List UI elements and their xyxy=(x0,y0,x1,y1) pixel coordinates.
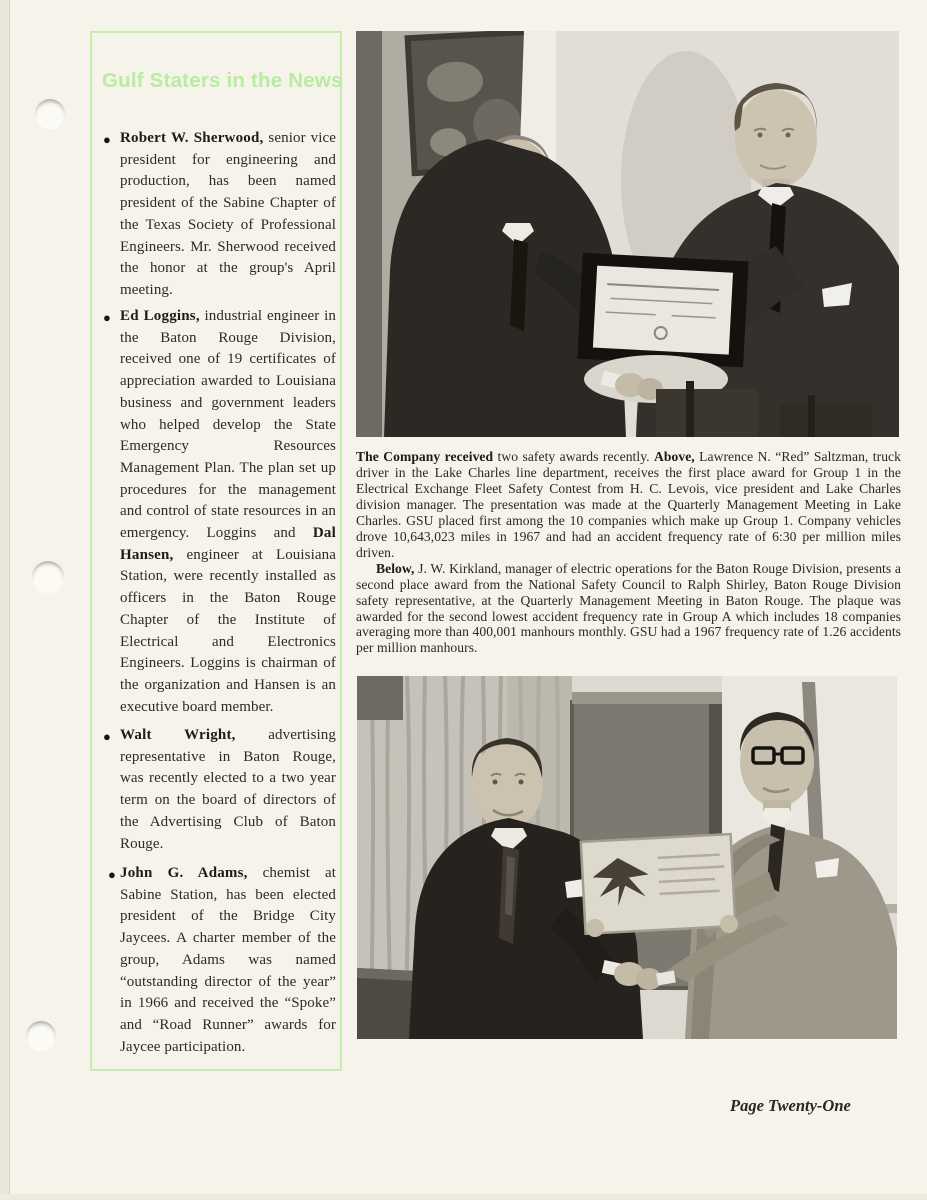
punch-hole xyxy=(32,561,64,593)
caption-text: two safety awards recently. xyxy=(493,449,655,464)
caption-above xyxy=(356,449,901,561)
news-item-text: advertising representative in Baton Rouge, was recently elected to a two year term on the board of directors of the Advertising Club of Baton Rouge. xyxy=(120,727,336,852)
photo-captions xyxy=(356,449,901,656)
sidebar-heading: Gulf Staters in the News xyxy=(102,69,343,92)
page-number: Page Twenty-One xyxy=(730,1096,851,1115)
person-name: Dal Hansen, xyxy=(120,525,336,563)
punch-hole xyxy=(35,99,65,129)
page-scan-edge xyxy=(0,0,10,1200)
bullet-icon: ● xyxy=(103,132,111,147)
award-plaque xyxy=(581,834,736,934)
page-scan-edge-bottom xyxy=(0,1194,927,1200)
news-item-loggins xyxy=(100,306,336,718)
caption-below-label: Below, xyxy=(376,560,415,576)
news-item-sherwood xyxy=(100,128,336,302)
photo-top-illustration xyxy=(356,31,899,437)
news-item-text: engineer at Louisiana Station, were recently installed as officers in the Baton Rouge Chapter of the Institute of Electrical and Electronics Engineers. Loggins is chairman of the organization and Hansen is an executive board member. xyxy=(120,546,336,715)
caption-below xyxy=(356,561,901,657)
news-item-wright xyxy=(100,725,336,855)
news-sidebar xyxy=(90,31,342,1071)
person-name: Robert W. Sherwood, xyxy=(120,130,264,146)
photo-bottom-illustration xyxy=(357,676,897,1039)
photo-bottom-award-presentation xyxy=(357,676,897,1039)
person-name: Walt Wright, xyxy=(120,727,236,743)
caption-above-label: Above, xyxy=(654,449,695,464)
bullet-icon: ● xyxy=(103,729,111,744)
person-name: Ed Loggins, xyxy=(120,308,200,324)
punch-hole xyxy=(26,1021,56,1051)
caption-text: J. W. Kirkland, manager of electric operations for the Baton Rouge Division, presents a second place award from the National Safety Council to Ralph Shirley, Baton Rouge Division safety representative, at the Quarterly Management Meeting in Baton Rouge. The plaque was awarded for the second lowest accident frequency rate in Group A which includes 18 companies averaging more than 400,001 manhours monthly. GSU had a 1967 frequency rate of 1.26 accidents per million manhours. xyxy=(356,560,901,656)
caption-lead: The Company received xyxy=(356,449,494,464)
person-name: John G. Adams, xyxy=(120,865,248,881)
news-item-text: chemist at Sabine Station, has been elected president of the Bridge City Jaycees. A charter member of the group, Adams was named “outstanding director of the year” in 1966 and received the “Spoke” and “Road Runner” awards for Jaycee participation. xyxy=(120,865,336,1055)
news-item-text: senior vice president for engineering and production, has been named president of the Sabine Chapter of the Texas Society of Professional Engineers. Mr. Sherwood received the honor at the group's April meeting. xyxy=(120,130,336,298)
photo-top-award-presentation xyxy=(356,31,899,437)
caption-text: Lawrence N. “Red” Saltzman, truck driver in the Lake Charles line department, receives the first place award for Group 1 in the Electrical Exchange Fleet Safety Contest from H. C. Levois, vice president and Lake Charles division manager. The presentation was made at the Quarterly Management Meeting in Lake Charles. GSU placed first among the 10 companies which make up Group 1. Company vehicles drove 10,643,023 miles in 1967 and had an accident frequency rate of 6:30 per million miles driven. xyxy=(356,449,901,560)
award-certificate xyxy=(577,253,748,368)
bullet-icon: ● xyxy=(103,310,111,325)
news-item-adams xyxy=(100,863,336,1058)
news-item-text: industrial engineer in the Baton Rouge Division, received one of 19 certificates of appreciation awarded to Louisiana business and government leaders who helped develop the State Emergency Resources Management Plan. The plan set up procedures for the management and control of state resources in an emergency. Loggins and xyxy=(120,308,336,542)
bullet-icon: ● xyxy=(108,867,116,882)
